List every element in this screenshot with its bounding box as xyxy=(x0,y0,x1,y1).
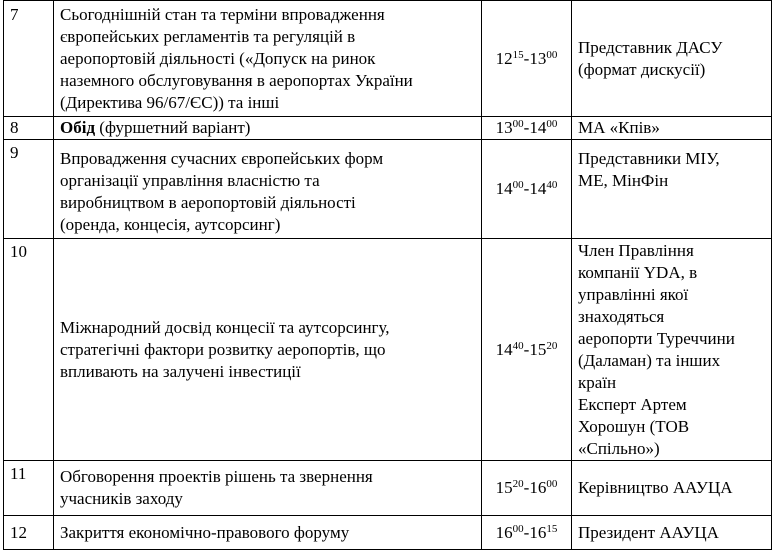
topic-line: Впровадження сучасних європейських форм xyxy=(60,149,384,168)
agenda-table xyxy=(3,0,772,550)
topic-line: (оренда, концесія, аутсорсинг) xyxy=(60,215,281,234)
responsible-line: (Даламан) та інших xyxy=(578,351,721,370)
time-cell: $14^{40}-15^{20}$ xyxy=(482,239,572,461)
responsible-line: МА «Кпів» xyxy=(578,118,660,137)
topic-cell xyxy=(54,117,482,140)
table-row xyxy=(4,117,772,140)
topic-rest: (фуршетний варіант) xyxy=(95,118,251,137)
topic-cell xyxy=(54,461,482,516)
row-number: 7 xyxy=(4,1,54,117)
topic-line: організації управління власністю та xyxy=(60,171,320,190)
topic-line: Закриття економічно-правового форуму xyxy=(60,522,350,542)
row-number: 12 xyxy=(4,516,54,550)
topic-line: європейських регламентів та регуляцій в xyxy=(60,26,356,46)
responsible-cell xyxy=(572,516,772,550)
responsible-line: знаходяться xyxy=(578,307,665,326)
topic-line: Обговорення проектів рішень та звернення xyxy=(60,467,373,486)
time-cell: $16^{00}-16^{15}$ xyxy=(482,516,572,550)
topic-line: стратегічні фактори розвитку аеропортів, що xyxy=(60,339,386,359)
topic-line: впливають на залучені інвестиції xyxy=(60,361,301,381)
responsible-line: Хорошун (ТОВ xyxy=(578,417,690,436)
responsible-line: компанії YDA, в xyxy=(578,263,698,282)
responsible-line: «Спільно») xyxy=(578,439,660,458)
responsible-cell xyxy=(572,461,772,516)
responsible-line: МЕ, МінФін xyxy=(578,171,669,190)
topic-line: виробництвом в аеропортовій діяльності xyxy=(60,193,356,212)
responsible-line: Представник ДАСУ xyxy=(578,37,723,57)
topic-cell xyxy=(54,516,482,550)
responsible-line: країн xyxy=(578,373,617,392)
topic-cell xyxy=(54,239,482,461)
responsible-line: Член Правління xyxy=(578,241,694,260)
table-row xyxy=(4,1,772,117)
row-number: 8 xyxy=(4,117,54,140)
topic-line: Міжнародний досвід концесії та аутсорсингу, xyxy=(60,317,390,337)
topic-line: наземного обслуговування в аеропортах України xyxy=(60,70,413,90)
topic-line: аеропортовій діяльності («Допуск на ринок xyxy=(60,48,376,68)
topic-cell xyxy=(54,140,482,239)
row-number: 10 xyxy=(4,239,54,461)
topic-cell xyxy=(54,1,482,117)
time-cell: $13^{00}-14^{00}$ xyxy=(482,117,572,140)
responsible-line: Керівництво ААУЦА xyxy=(578,478,733,497)
responsible-line: Президент ААУЦА xyxy=(578,522,719,542)
table-row xyxy=(4,516,772,550)
time-cell: $15^{20}-16^{00}$ xyxy=(482,461,572,516)
time-cell: $14^{00}-14^{40}$ xyxy=(482,140,572,239)
topic-line: учасників заходу xyxy=(60,489,183,508)
responsible-line: управлінні якої xyxy=(578,285,689,304)
topic-line: (Директива 96/67/ЄС)) та інші xyxy=(60,92,280,112)
topic-line: Сьогоднішній стан та терміни впровадження xyxy=(60,4,385,24)
responsible-line: (формат дискусії) xyxy=(578,59,706,79)
row-number: 9 xyxy=(4,140,54,239)
responsible-line: аеропорти Туреччини xyxy=(578,329,735,348)
table-row xyxy=(4,239,772,461)
responsible-cell xyxy=(572,117,772,140)
table-row xyxy=(4,140,772,239)
time-cell: $12^{15}-13^{00}$ xyxy=(482,1,572,117)
table-row xyxy=(4,461,772,516)
responsible-line: Експерт Артем xyxy=(578,395,687,414)
topic-bold: Обід xyxy=(60,118,96,137)
row-number: 11 xyxy=(4,461,54,516)
responsible-cell xyxy=(572,239,772,461)
responsible-cell xyxy=(572,140,772,239)
responsible-cell xyxy=(572,1,772,117)
responsible-line: Представники МІУ, xyxy=(578,149,720,168)
